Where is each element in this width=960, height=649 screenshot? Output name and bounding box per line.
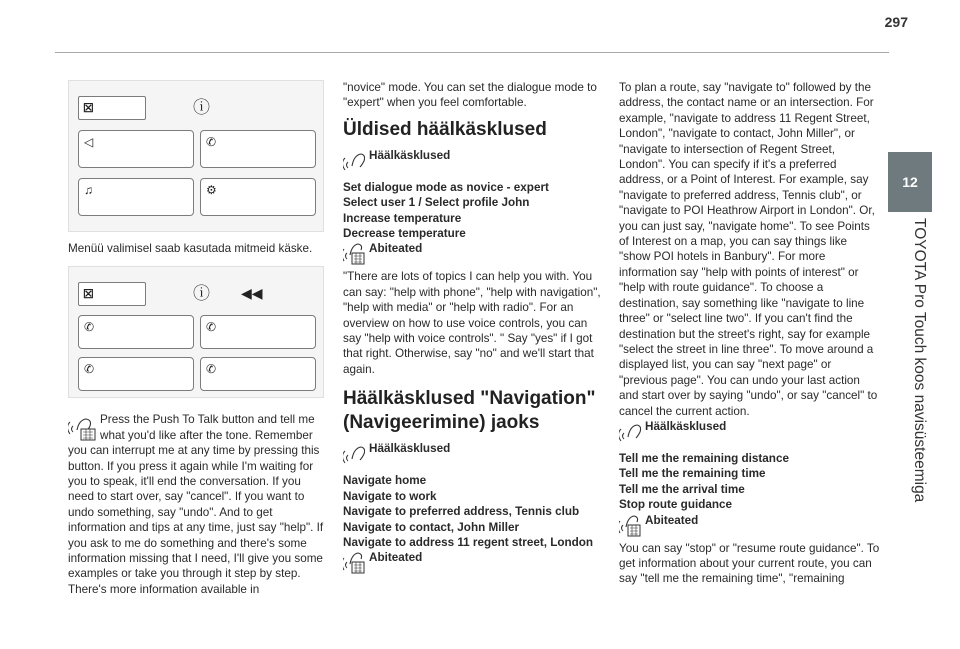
commands-label-row <box>619 419 881 443</box>
navigation-tile <box>78 130 194 168</box>
help-label: Abiteated <box>369 551 423 565</box>
command-item: Increase temperature <box>343 211 462 225</box>
help-voice-icon <box>343 241 365 265</box>
commands-label: Häälkäsklused <box>369 148 451 162</box>
navigation-commands-list <box>343 473 605 550</box>
phone-icon: ✆ <box>84 362 95 377</box>
help-label-row <box>343 241 605 265</box>
command-item: Decrease temperature <box>343 227 466 241</box>
route-help-text: To plan a route, say "navigate to" followed by the address, the contact name or an intersection. For example, "navigate to address 11 Regent Street, London", "navigate to contact, John Miller", or "navigate to intersection of Regent Street, London". You can specify if it's a preferred address, or a Point of Interest. For example, say "navigate to preferred address, Tennis club", or "navigate to POI Heathrow Airport in London". Or, you can just say, "navigate home". To see Points of Interest on a map, you can say things like "show POI hotels in Banbury". For more information say "help with points of interest" or "help with route guidance". To choose a destination, say something like "navigate to line three" or "select line two". If you can't find the destination but the street's right, say for example "select the street in line three". To move around a displayed list, you can say "next page" or "previous page". You can undo your last action and start over by saying "undo", or say "cancel" to cancel the current action. <box>619 81 878 418</box>
settings-icon: ⚙ <box>206 183 217 197</box>
navigation-icon: ◁ <box>84 135 94 149</box>
help-label: Abiteated <box>369 242 423 256</box>
help-voice-icon <box>343 550 365 574</box>
phone-icon: ✆ <box>206 362 217 377</box>
help-text-general: "There are lots of topics I can help you with. You can say: "help with phone", "help with navigation", "help with media" or "help with radio". For an overview on how to use voice controls, you can say "help with voice controls". " Say "yes" if I got that right. Otherwise, say "no" and we'll start that again. <box>343 270 601 376</box>
page-number: 297 <box>884 14 908 30</box>
intro-text: "novice" mode. You can set the dialogue mode to "expert" when you feel comfortable. <box>343 81 597 110</box>
section-heading-general: Üldised häälkäsklused <box>343 118 547 140</box>
chapter-title: TOYOTA Pro Touch koos navisüsteemiga <box>911 218 928 503</box>
help-text: Press the Push To Talk button and tell me what you'd like after the tone. Remember you can interrupt me at any time by pressing this button. If you press it again while I'm waiting for you to speak, it'll end the conversation. If you need to start over, say "cancel". If you want to undo something, say "undo". And to get information and tips at any time, just say "help". If you ask to me do something and there's some information missing that I need, I'll give you some examples or take you through it step by step. There's more information available in <box>68 413 324 596</box>
close-tile <box>78 282 146 306</box>
phone-tile <box>200 357 316 391</box>
command-item: Tell me the remaining distance <box>619 451 789 465</box>
phone-tile <box>78 315 194 349</box>
close-tile <box>78 96 146 120</box>
phone-icon: ✆ <box>206 320 217 335</box>
music-icon: ♫ <box>84 183 93 197</box>
command-item: Stop route guidance <box>619 498 732 512</box>
phone-icon: ✆ <box>84 320 95 335</box>
voice-menu-screen-1 <box>68 80 324 232</box>
general-commands-list <box>343 180 605 242</box>
close-icon: ☒ <box>83 101 94 115</box>
phone-tile <box>200 315 316 349</box>
voice-menu-screen-2 <box>68 266 324 398</box>
column-2 <box>343 80 605 574</box>
phone-icon: ✆ <box>206 135 217 149</box>
close-icon: ☒ <box>83 287 94 302</box>
help-paragraph <box>68 412 324 597</box>
back-icon: ◀◀ <box>241 285 263 302</box>
help-label-row <box>343 550 605 574</box>
section-heading-navigation: Häälkäsklused "Navigation" (Navigeerimine) jaoks <box>343 388 596 434</box>
commands-label: Häälkäsklused <box>369 442 451 456</box>
column-1 <box>68 80 324 597</box>
header-rule <box>55 52 889 53</box>
voice-command-icon <box>619 419 641 443</box>
command-item: Navigate to preferred address, Tennis club <box>343 505 580 519</box>
command-item: Navigate to address 11 regent street, London <box>343 535 594 549</box>
command-item: Set dialogue mode as novice - expert <box>343 180 549 194</box>
command-item: Navigate to contact, John Miller <box>343 520 519 534</box>
settings-tile <box>200 178 316 216</box>
commands-label-row <box>343 441 605 465</box>
help-voice-icon <box>619 513 641 537</box>
command-item: Navigate home <box>343 474 427 488</box>
command-item: Tell me the arrival time <box>619 482 745 496</box>
command-item: Navigate to work <box>343 489 437 503</box>
route-help-tail: You can say "stop" or "resume route guidance". To get information about your current route, you can say "tell me the remaining time", "remaining <box>619 541 880 586</box>
screen-caption: Menüü valimisel saab kasutada mitmeid käske. <box>68 242 313 255</box>
phone-tile <box>78 357 194 391</box>
voice-command-icon <box>343 148 365 172</box>
commands-label-row <box>343 148 605 172</box>
info-icon: ⓘ <box>193 98 210 117</box>
commands-label: Häälkäsklused <box>645 419 727 433</box>
command-item: Select user 1 / Select profile John <box>343 196 530 210</box>
voice-command-icon <box>343 441 365 465</box>
command-item: Tell me the remaining time <box>619 467 766 481</box>
info-icon: ⓘ <box>193 284 210 304</box>
chapter-tab[interactable]: 12 <box>888 152 932 212</box>
media-tile <box>78 178 194 216</box>
column-3 <box>619 80 881 587</box>
help-label: Abiteated <box>645 513 699 527</box>
help-label-row <box>619 513 881 537</box>
help-voice-icon <box>68 414 98 442</box>
phone-tile <box>200 130 316 168</box>
route-commands-list <box>619 451 881 513</box>
